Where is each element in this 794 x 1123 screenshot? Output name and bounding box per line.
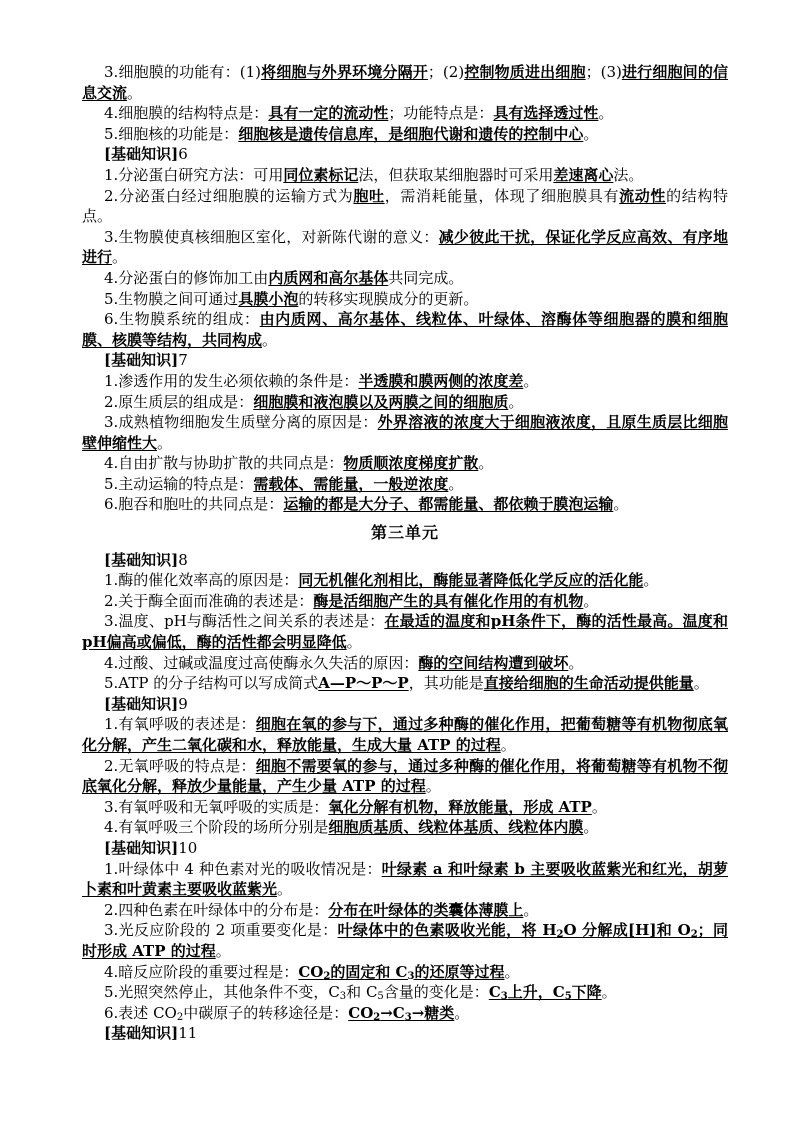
text: 的转移实现膜成分的更新。 (298, 289, 479, 308)
text: 。 (693, 674, 709, 693)
text: ，需消耗能量，体现了细胞膜具有 (384, 186, 620, 205)
text: 3.生物膜使真核细胞区室化，对新陈代谢的意义： (104, 227, 439, 246)
paragraph-membrane-features (82, 103, 728, 124)
paragraph-8-4 (82, 653, 728, 674)
heading-label: [基础知识] (104, 694, 179, 713)
answer: 同无机催化剂相比，酶能显著降低化学反应的活化能 (298, 571, 644, 590)
answer: 同位素标记 (283, 165, 359, 184)
text: 。 (478, 454, 494, 473)
paragraph-10-6 (82, 1003, 728, 1024)
text: 法，但获取某细胞器时可采用 (358, 165, 554, 184)
answer: 需载体、需能量，一般逆浓度 (253, 474, 449, 493)
subscript: 3 (407, 970, 415, 982)
text: 中碳原子的转移途径是： (183, 1003, 349, 1022)
paragraph-7-5 (82, 474, 728, 495)
paragraph-8-5 (82, 673, 728, 694)
text: 。 (504, 962, 520, 981)
answer-part: 的固定和 C (330, 962, 408, 981)
text: 1.叶绿体中 4 种色素对光的吸收情况是： (104, 859, 382, 878)
heading-number: 7 (178, 351, 188, 370)
text: 。 (454, 1003, 470, 1022)
text: 的结构特点。 (82, 186, 728, 226)
paragraph-8-1 (82, 570, 728, 591)
answer: 细胞膜和液泡膜以及两膜之间的细胞质 (253, 392, 509, 411)
answer (298, 963, 504, 981)
answer: 细胞核是遗传信息库，是细胞代谢和遗传的控制中心 (238, 124, 584, 143)
paragraph-10-1 (82, 859, 728, 900)
answer: A—P～P～P (318, 674, 409, 693)
text: 4.自由扩散与协助扩散的共同点是： (104, 454, 344, 473)
text: 共同完成。 (388, 268, 464, 287)
answer-part: →糖类 (411, 1003, 455, 1022)
text: 1.渗透作用的发生必须依赖的条件是： (104, 371, 359, 390)
answer: 减少彼此干扰，保证化学反应高效、有序地进行 (82, 227, 728, 267)
answer: 叶绿素 a 和叶绿素 b 主要吸收蓝紫光和红光，胡萝卜素和叶黄素主要吸收蓝紫光 (82, 859, 728, 899)
subscript: 5 (377, 991, 384, 1003)
text: 4.分泌蛋白的修饰加工由 (104, 268, 269, 287)
text: 。 (598, 104, 614, 123)
text: 3.有氧呼吸和无氧呼吸的实质是： (104, 797, 329, 816)
subscript: 2 (373, 1011, 381, 1023)
text: 2.分泌蛋白经过细胞膜的运输方式为 (104, 186, 354, 205)
paragraph-10-2 (82, 900, 728, 921)
text: 。 (583, 818, 599, 837)
paragraph-6-3 (82, 227, 728, 268)
text: 。 (112, 248, 128, 267)
subscript: 2 (176, 1011, 184, 1023)
answer: 氧化分解有机物，释放能量，形成 ATP (328, 797, 592, 816)
answer: 运输的都是大分子、都需能量、都依赖于膜泡运输 (283, 495, 614, 514)
text: 和 C (346, 983, 378, 1002)
answer: 具有选择透过性 (493, 104, 599, 123)
text: 。 (523, 900, 539, 919)
answer: 细胞不需要氧的参与，通过多种酶的催化作用，将葡萄糖等有机物不彻底氧化分解，释放少量能量，产生少量 ATP 的过程 (82, 756, 728, 796)
answer: 差速离心 (553, 165, 614, 184)
document-content (82, 62, 728, 1044)
answer: 控制物质进出细胞 (464, 63, 586, 81)
text: 。 (613, 495, 629, 514)
answer: 内质网和高尔基体 (268, 268, 389, 287)
section-heading-8 (104, 550, 728, 571)
heading-number: 6 (178, 145, 188, 164)
answer-part: CO (298, 962, 324, 981)
answer: 胞吐 (353, 186, 385, 205)
paragraph-10-5 (82, 982, 728, 1003)
text: ；功能特点是： (388, 104, 494, 123)
heading-label: [基础知识] (104, 1024, 179, 1043)
answer: 物质顺浓度梯度扩散 (343, 454, 479, 473)
text: 4.有氧呼吸三个阶段的场所分别是 (104, 818, 329, 837)
subscript: 5 (564, 991, 572, 1003)
heading-number: 9 (178, 694, 188, 713)
answer: 半透膜和膜两侧的浓度差 (358, 371, 524, 390)
subscript: 2 (556, 929, 564, 941)
answer-part: C (488, 983, 501, 1002)
answer-part: 叶绿体中的色素吸收光能，将 H (337, 921, 557, 940)
text: 3.成熟植物细胞发生质壁分离的原因是： (104, 413, 378, 432)
answer: 外界溶液的浓度大于细胞液浓度，且原生质层比细胞壁伸缩性大 (82, 413, 728, 452)
text: 1.有氧呼吸的表述是： (104, 715, 256, 734)
answer (348, 1004, 454, 1022)
heading-label: [基础知识] (104, 145, 179, 164)
text: 。 (215, 941, 231, 960)
section-heading-7 (104, 350, 728, 371)
text: 法。 (613, 165, 644, 184)
text: 含量的变化是： (383, 983, 489, 1002)
text: 。 (127, 83, 143, 102)
text: 4.过酸、过碱或温度过高使酶永久失活的原因： (104, 653, 419, 672)
text: 。 (448, 474, 464, 493)
text: 5.主动运输的特点是： (104, 474, 254, 493)
answer: 分布在叶绿体的类囊体薄膜上 (328, 900, 524, 919)
answer: 细胞质基质、线粒体基质、线粒体内膜 (328, 818, 584, 837)
heading-number: 10 (178, 838, 198, 857)
answer: 进行细胞间的信息交流 (82, 63, 728, 102)
text: 2.无氧呼吸的特点是： (104, 756, 256, 775)
subscript: 2 (323, 970, 331, 982)
text: 1.分泌蛋白研究方法：可用 (104, 165, 284, 184)
paragraph-10-3 (82, 920, 728, 961)
text: ，其功能是 (408, 674, 484, 693)
paragraph-7-4 (82, 453, 728, 474)
subscript: 3 (339, 991, 347, 1003)
text: 。 (523, 371, 539, 390)
paragraph-6-4 (82, 268, 728, 289)
text: 。 (643, 571, 659, 590)
answer-part: →C (380, 1003, 405, 1022)
text: 。 (157, 433, 173, 452)
section-heading-6 (104, 144, 728, 165)
paragraph-7-6 (82, 494, 728, 515)
answer: 由内质网、高尔基体、线粒体、叶绿体、溶酶体等细胞器的膜和细胞膜、核膜等结构，共同构成 (82, 310, 728, 349)
text: ；(3) (585, 63, 622, 81)
text: 。 (583, 591, 599, 610)
answer: 将细胞与外界环境分隔开 (261, 63, 428, 81)
answer-part: ；同时形成 ATP 的过程 (82, 921, 728, 960)
section-heading-11 (104, 1023, 728, 1044)
paragraph-cell-membrane-function (82, 62, 728, 103)
text: 4.细胞膜的结构特点是： (104, 104, 269, 123)
text: 。 (425, 777, 441, 796)
text: 。 (601, 983, 617, 1002)
text: 。 (508, 392, 524, 411)
unit-title: 第三单元 (370, 523, 439, 543)
answer: 酶的空间结构遭到破坏 (418, 653, 569, 672)
text: 。 (591, 797, 607, 816)
answer: 具膜小泡 (238, 289, 299, 308)
paragraph-6-2 (82, 186, 728, 227)
text: 3.光反应阶段的 2 项重要变化是： (104, 921, 338, 940)
answer-part: CO (348, 1003, 374, 1022)
paragraph-6-1 (82, 165, 728, 186)
paragraph-nucleus-function (82, 124, 728, 145)
answer: 细胞在氧的参与下，通过多种酶的催化作用，把葡萄糖等有机物彻底氧化分解，产生二氧化碳和水，释放能量，生成大量 ATP 的过程 (82, 715, 728, 754)
text: ；(2) (427, 63, 465, 81)
answer: 酶是活细胞产生的具有催化作用的有机物 (313, 591, 584, 610)
paragraph-8-2 (82, 591, 728, 612)
heading-label: [基础知识] (104, 351, 179, 370)
text: 1.酶的催化效率高的原因是： (104, 571, 299, 590)
paragraph-9-1 (82, 714, 728, 755)
paragraph-6-6 (82, 309, 728, 350)
paragraph-9-4 (82, 817, 728, 838)
paragraph-9-3 (82, 797, 728, 818)
answer: 在最适的温度和pH条件下，酶的活性最高。温度和pH偏高或偏低，酶的活性都会明显降低 (82, 612, 728, 652)
text: 2.原生质层的组成是： (104, 392, 254, 411)
text: 。 (346, 633, 362, 652)
text: 。 (568, 653, 584, 672)
paragraph-8-3 (82, 611, 728, 652)
section-heading-9 (104, 694, 728, 715)
answer (489, 983, 602, 1001)
subscript: 3 (500, 991, 508, 1003)
subscript: 3 (404, 1011, 412, 1023)
text: 3.温度、pH与酶活性之间关系的表述是： (104, 612, 385, 631)
text: 3.细胞膜的功能有：(1) (104, 63, 261, 81)
text: 5.生物膜之间可通过 (104, 289, 239, 308)
text: 。 (262, 330, 278, 349)
paragraph-7-2 (82, 392, 728, 413)
answer-part: 下降 (571, 983, 602, 1002)
section-heading-10 (104, 838, 728, 859)
text: 2.四种色素在叶绿体中的分布是： (104, 900, 329, 919)
paragraph-7-1 (82, 371, 728, 392)
text: 。 (500, 736, 516, 754)
text: 6.胞吞和胞吐的共同点是： (104, 495, 284, 514)
text: 5.细胞核的功能是： (104, 124, 239, 143)
answer-part: O 分解成[H]和 O (563, 921, 691, 940)
text: 5.ATP 的分子结构可以写成简式 (104, 674, 319, 693)
text: 2.关于酶全面而准确的表述是： (104, 591, 314, 610)
paragraph-9-2 (82, 756, 728, 797)
answer: 流动性 (619, 186, 667, 205)
text: 。 (583, 124, 599, 143)
text: 5.光照突然停止，其他条件不变，C (104, 983, 340, 1002)
text: 6.表述 CO (104, 1003, 177, 1022)
heading-label: [基础知识] (104, 550, 179, 569)
text: 4.暗反应阶段的重要过程是： (104, 962, 299, 981)
paragraph-10-4 (82, 962, 728, 983)
answer-part: 的还原等过程 (414, 962, 505, 981)
answer: 直接给细胞的生命活动提供能量 (483, 674, 694, 693)
text: 6.生物膜系统的组成： (104, 310, 260, 329)
heading-label: [基础知识] (104, 838, 179, 857)
answer: 具有一定的流动性 (268, 104, 389, 123)
text: 。 (277, 880, 293, 899)
paragraph-7-3 (82, 412, 728, 453)
heading-number: 8 (178, 550, 188, 569)
heading-number: 11 (178, 1024, 198, 1043)
paragraph-6-5 (82, 289, 728, 310)
subscript: 2 (690, 929, 698, 941)
answer-part: 上升，C (507, 983, 565, 1002)
